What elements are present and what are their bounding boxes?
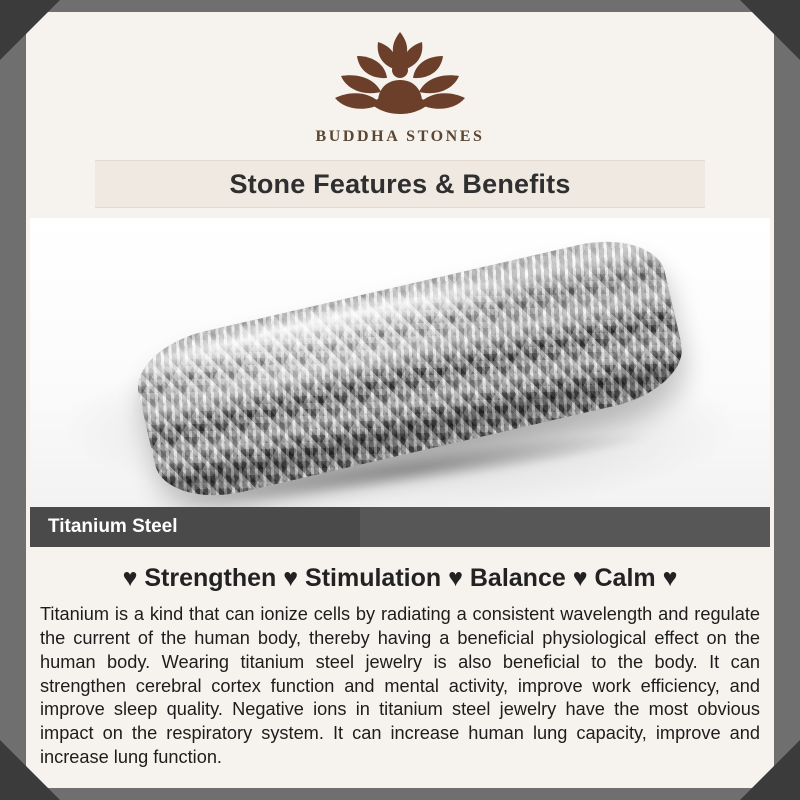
lotus-meditation-icon <box>315 26 485 122</box>
description-text: Titanium is a kind that can ionize cells by radiating a consistent wavelength and regulate the current of the human body, thereby having a beneficial physiological effect on the human body. Wearing titanium steel jewelry is also beneficial to the body. It can strengthen cerebral cortex function and mental activity, improve work efficiency, and improve sleep quality. Negative ions in titanium steel jewelry have the most obvious impact on the respiratory system. It can increase human lung capacity, improve and increase lung function. <box>40 604 760 768</box>
stone-name-band-extension <box>360 507 770 547</box>
page-title: Stone Features & Benefits <box>229 168 571 199</box>
title-bar <box>95 160 705 208</box>
hero-image <box>30 218 770 508</box>
benefits-line: ♥ Strengthen ♥ Stimulation ♥ Balance ♥ Calm ♥ <box>122 564 678 592</box>
stone-name-label: Titanium Steel <box>48 516 178 537</box>
brand-name: BUDDHA STONES <box>315 128 485 145</box>
stone-name-band <box>30 507 770 547</box>
brand-logo <box>270 0 530 146</box>
